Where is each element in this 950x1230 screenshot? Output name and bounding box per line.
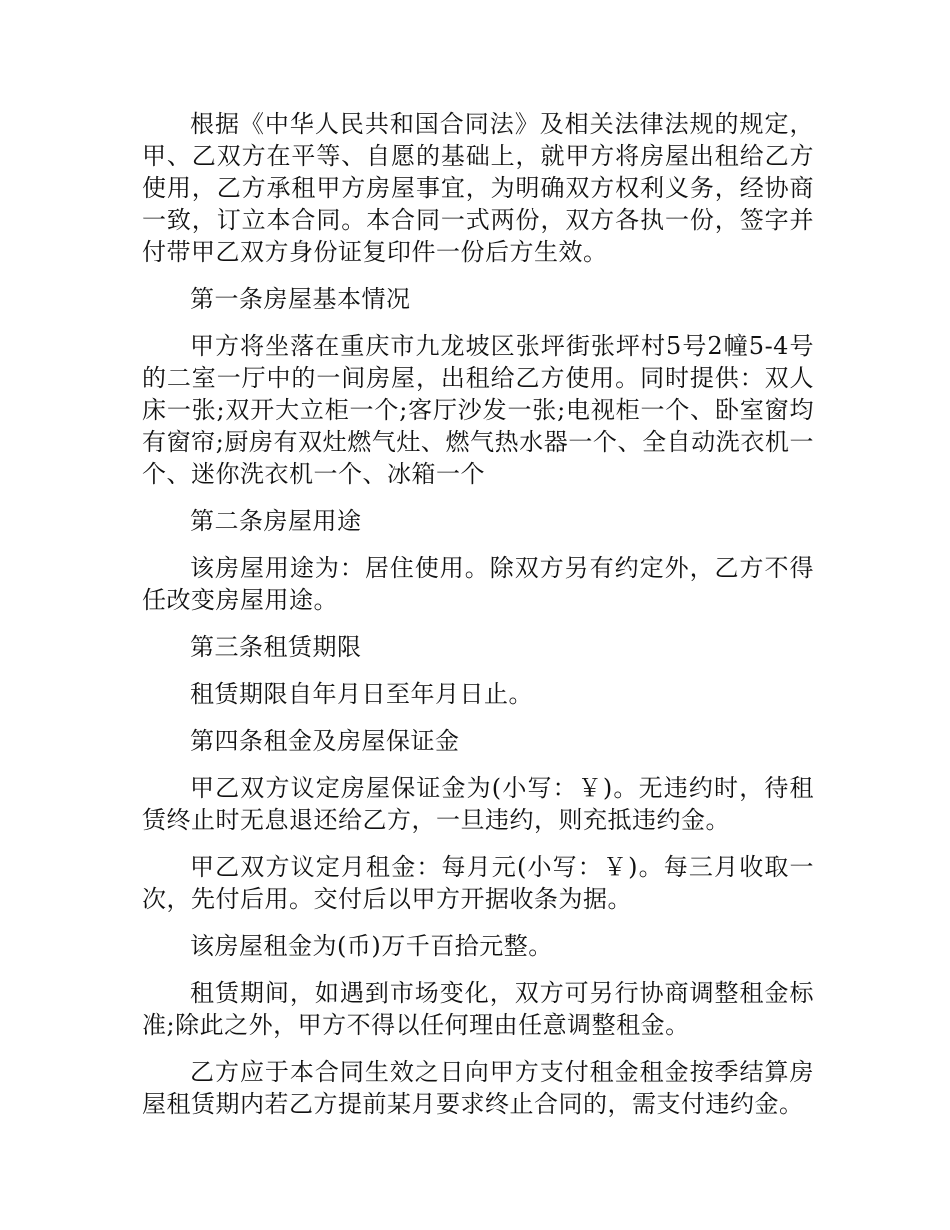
paragraph-rent-amount: 该房屋租金为(币)万千百拾元整。 [190,932,553,960]
paragraph-preamble: 根据《中华人民共和国合同法》及相关法律法规的规定，甲、乙双方在平等、自愿的基础上，就甲方将房屋出租给乙方使用，乙方承租甲方房屋事宜，为明确双方权利义务，经协商一致，订立本合同。本合同一式两份，双方各执一份，签字并付带甲乙双方身份证复印件一份后方生效。 [142,110,814,266]
heading-article-1: 第一条房屋基本情况 [190,285,411,313]
paragraph-payment-termination: 乙方应于本合同生效之日向甲方支付租金租金按季结算房屋租赁期内若乙方提前某月要求终止合同的，需支付违约金。 [142,1058,814,1118]
paragraph-property-use: 该房屋用途为：居住使用。除双方另有约定外，乙方不得任改变房屋用途。 [142,554,814,614]
paragraph-deposit: 甲乙双方议定房屋保证金为(小写：￥)。无违约时，待租赁终止时无息退还给乙方，一旦违约，则充抵违约金。 [142,774,814,834]
heading-article-2: 第二条房屋用途 [190,507,362,535]
paragraph-rent-adjustment: 租赁期间，如遇到市场变化，双方可另行协商调整租金标准;除此之外，甲方不得以任何理由任意调整租金。 [142,979,814,1039]
contract-document [142,108,814,1135]
heading-article-4: 第四条租金及房屋保证金 [190,727,460,755]
paragraph-monthly-rent: 甲乙双方议定月租金：每月元(小写：￥)。每三月收取一次，先付后用。交付后以甲方开据收条为据。 [142,853,814,913]
paragraph-property-details: 甲方将坐落在重庆市九龙坡区张坪街张坪村5号2幢5-4号的二室一厅中的一间房屋，出租给乙方使用。同时提供：双人床一张;双开大立柜一个;客厅沙发一张;电视柜一个、卧室窗均有窗帘;厨房有双灶燃气灶、燃气热水器一个、全自动洗衣机一个、迷你洗衣机一个、冰箱一个 [142,332,814,488]
paragraph-lease-term: 租赁期限自年月日至年月日止。 [190,680,533,708]
heading-article-3: 第三条租赁期限 [190,633,362,661]
